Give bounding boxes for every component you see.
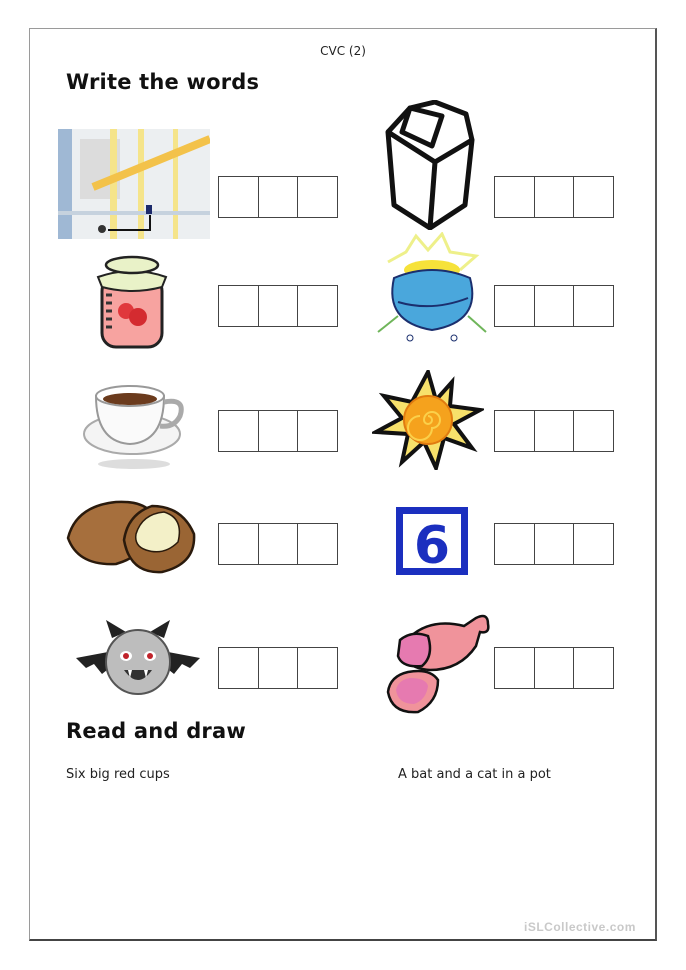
letter-box[interactable] [573, 285, 614, 327]
cup-icon [82, 378, 188, 470]
letter-box[interactable] [218, 285, 259, 327]
letter-boxes-jam[interactable] [218, 285, 338, 327]
letter-box[interactable] [297, 285, 338, 327]
letter-box[interactable] [258, 647, 299, 689]
sentence-1: Six big red cups [66, 767, 170, 782]
map-icon [58, 129, 210, 239]
vampire-bat-icon [72, 618, 204, 698]
six-icon [394, 505, 470, 577]
letter-box[interactable] [534, 176, 575, 218]
ham-icon [384, 606, 494, 718]
letter-box[interactable] [573, 176, 614, 218]
nut-icon [66, 494, 196, 578]
letter-box[interactable] [218, 410, 259, 452]
letter-box[interactable] [534, 410, 575, 452]
letter-boxes-six[interactable] [494, 523, 614, 565]
section-title-write-the-words: Write the words [66, 70, 260, 94]
letter-box[interactable] [297, 523, 338, 565]
pot-of-gold-icon [376, 232, 488, 344]
letter-box[interactable] [494, 176, 535, 218]
letter-box[interactable] [573, 410, 614, 452]
letter-boxes-sun[interactable] [494, 410, 614, 452]
letter-boxes-pot[interactable] [494, 285, 614, 327]
letter-boxes-cup[interactable] [218, 410, 338, 452]
letter-box[interactable] [573, 647, 614, 689]
bin-icon [380, 100, 480, 230]
letter-boxes-ham[interactable] [494, 647, 614, 689]
letter-box[interactable] [258, 410, 299, 452]
letter-box[interactable] [494, 523, 535, 565]
sentence-2: A bat and a cat in a pot [398, 767, 551, 782]
svg-text:6: 6 [413, 516, 451, 576]
letter-box[interactable] [297, 647, 338, 689]
letter-boxes-bat[interactable] [218, 647, 338, 689]
letter-box[interactable] [494, 647, 535, 689]
sun-icon [372, 370, 484, 470]
section-title-read-and-draw: Read and draw [66, 719, 246, 743]
letter-box[interactable] [494, 410, 535, 452]
letter-boxes-bin[interactable] [494, 176, 614, 218]
letter-boxes-map[interactable] [218, 176, 338, 218]
letter-box[interactable] [258, 285, 299, 327]
letter-box[interactable] [218, 647, 259, 689]
letter-box[interactable] [258, 523, 299, 565]
letter-box[interactable] [534, 285, 575, 327]
letter-box[interactable] [218, 176, 259, 218]
letter-box[interactable] [297, 176, 338, 218]
letter-box[interactable] [573, 523, 614, 565]
watermark: iSLCollective.com [524, 920, 636, 934]
letter-box[interactable] [494, 285, 535, 327]
worksheet-subtitle: CVC (2) [320, 44, 366, 58]
letter-box[interactable] [534, 523, 575, 565]
letter-box[interactable] [218, 523, 259, 565]
letter-boxes-nut[interactable] [218, 523, 338, 565]
letter-box[interactable] [297, 410, 338, 452]
letter-box[interactable] [534, 647, 575, 689]
letter-box[interactable] [258, 176, 299, 218]
jam-jar-icon [96, 255, 168, 351]
